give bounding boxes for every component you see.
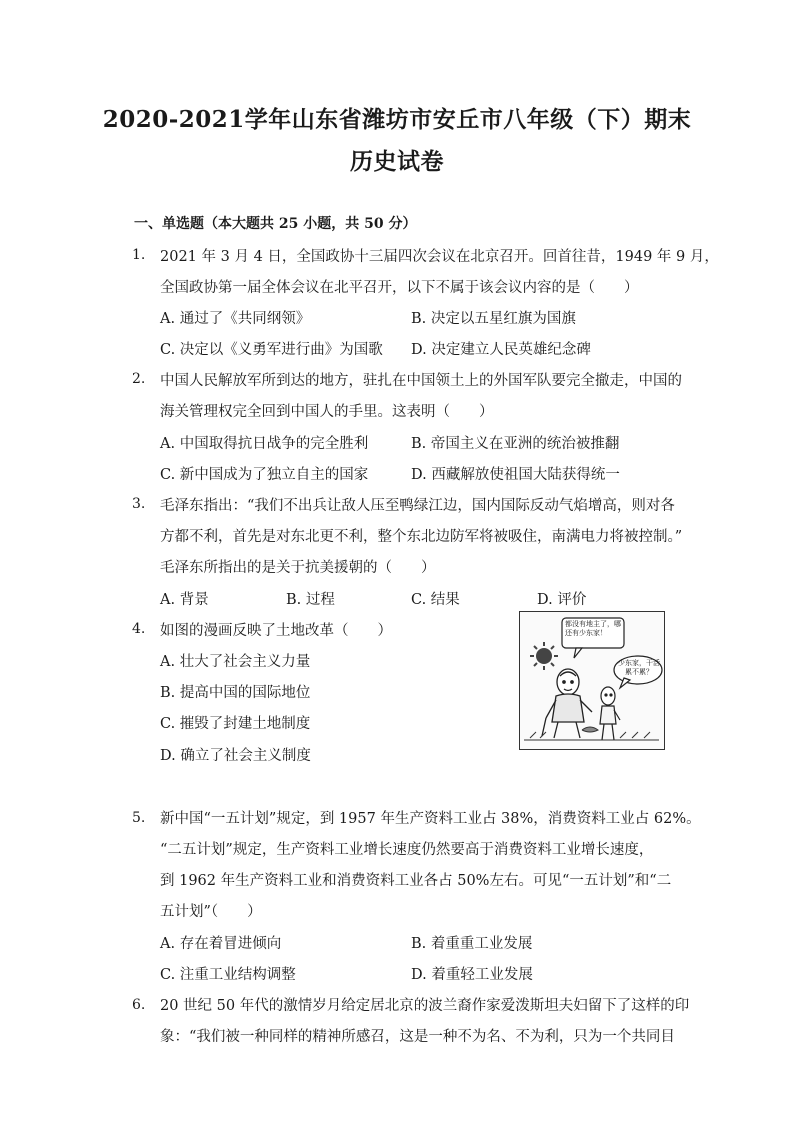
question-text: 如图的漫画反映了土地改革（ ） bbox=[160, 623, 392, 639]
option-d: D. 评价 bbox=[537, 592, 587, 608]
option-c: C. 结果 bbox=[411, 592, 460, 608]
page-title-line2: 历史试卷 bbox=[350, 148, 444, 175]
option-c: C. 决定以《义勇军进行曲》为国歌 bbox=[160, 342, 383, 358]
option-d: D. 确立了社会主义制度 bbox=[160, 748, 311, 764]
section-heading: 一、单选题（本大题共 25 小题，共 50 分） bbox=[134, 216, 417, 232]
sun-icon bbox=[530, 642, 558, 670]
option-a: A. 壮大了社会主义力量 bbox=[160, 654, 311, 670]
option-b: B. 帝国主义在亚洲的统治被推翻 bbox=[411, 436, 620, 452]
question-number: 6. bbox=[132, 997, 146, 1013]
question-number: 3. bbox=[132, 496, 146, 512]
question-text: 毛泽东所指出的是关于抗美援朝的（ ） bbox=[160, 560, 436, 576]
page-title-line1: 2020-2021学年山东省潍坊市安丘市八年级（下）期末 bbox=[102, 106, 692, 133]
speech-bubble-1: 都没有地主了，哪还有少东家！ bbox=[565, 620, 621, 637]
option-c: C. 摧毁了封建土地制度 bbox=[160, 716, 311, 732]
question-text: 2021 年 3 月 4 日，全国政协十三届四次会议在北京召开。回首往昔，1949 年 9 月， bbox=[160, 249, 719, 265]
option-a: A. 存在着冒进倾向 bbox=[160, 936, 282, 952]
option-b: B. 提高中国的国际地位 bbox=[160, 685, 311, 701]
question-text: 毛泽东指出：“我们不出兵让敌人压至鸭绿江边，国内国际反动气焰增高，则对各 bbox=[160, 498, 675, 514]
question-text: 五计划”（ ） bbox=[160, 904, 262, 920]
question-text: 20 世纪 50 年代的激情岁月给定居北京的波兰裔作家爱泼斯坦夫妇留下了这样的印 bbox=[160, 998, 690, 1014]
option-d: D. 着重轻工业发展 bbox=[411, 967, 533, 983]
question-number: 2. bbox=[132, 371, 146, 387]
option-c: C. 注重工业结构调整 bbox=[160, 967, 296, 983]
speech-bubble-2: 少东家，干活累不累？ bbox=[618, 659, 660, 676]
land-reform-cartoon-image bbox=[519, 611, 665, 750]
option-a: A. 中国取得抗日战争的完全胜利 bbox=[160, 436, 369, 452]
question-number: 5. bbox=[132, 810, 146, 826]
cartoon-drawing bbox=[520, 612, 663, 748]
question-text: 方都不利，首先是对东北更不利，整个东北边防军将被吸住，南满电力将被控制。” bbox=[160, 529, 683, 545]
option-b: B. 着重重工业发展 bbox=[411, 936, 533, 952]
option-a: A. 背景 bbox=[160, 592, 209, 608]
option-b: B. 决定以五星红旗为国旗 bbox=[411, 311, 576, 327]
question-text: 象：“我们被一种同样的精神所感召，这是一种不为名、不为利，只为一个共同目 bbox=[160, 1029, 675, 1045]
question-number: 4. bbox=[132, 621, 146, 637]
option-a: A. 通过了《共同纲领》 bbox=[160, 311, 311, 327]
question-text: 新中国“一五计划”规定，到 1957 年生产资料工业占 38%，消费资料工业占 62%。 bbox=[160, 811, 701, 827]
field-ground bbox=[524, 727, 659, 740]
question-text: 海关管理权完全回到中国人的手里。这表明（ ） bbox=[160, 404, 494, 420]
option-c: C. 新中国成为了独立自主的国家 bbox=[160, 467, 369, 483]
question-text: “二五计划”规定，生产资料工业增长速度仍然要高于消费资料工业增长速度， bbox=[160, 842, 654, 858]
question-text: 中国人民解放军所到达的地方，驻扎在中国领土上的外国军队要完全撤走，中国的 bbox=[160, 373, 682, 389]
question-text: 全国政协第一届全体会议在北平召开，以下不属于该会议内容的是（ ） bbox=[160, 280, 639, 296]
landlord-son-figure bbox=[600, 687, 620, 740]
option-b: B. 过程 bbox=[286, 592, 335, 608]
question-number: 1. bbox=[132, 247, 146, 263]
question-text: 到 1962 年生产资料工业和消费资料工业各占 50%左右。可见“一五计划”和“二 bbox=[160, 873, 672, 889]
farmer-figure bbox=[542, 669, 592, 738]
option-d: D. 西藏解放使祖国大陆获得统一 bbox=[411, 467, 620, 483]
option-d: D. 决定建立人民英雄纪念碑 bbox=[411, 342, 591, 358]
